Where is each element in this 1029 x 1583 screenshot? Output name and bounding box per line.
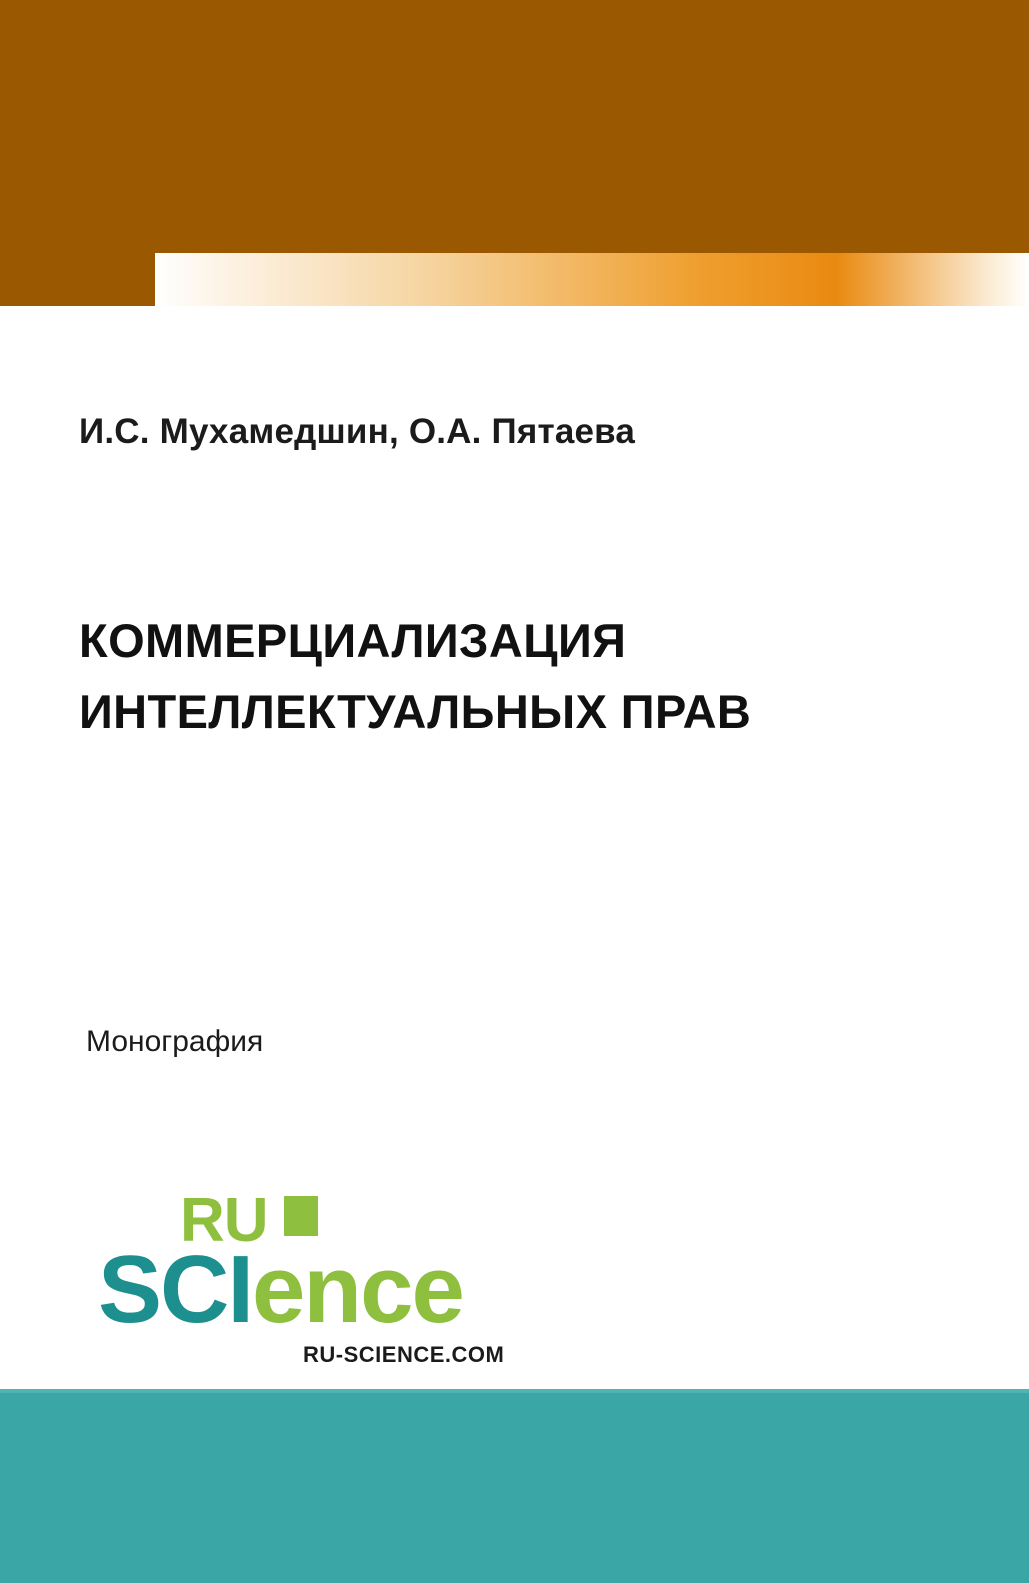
logo-square-icon — [284, 1196, 318, 1236]
publisher-logo — [98, 1186, 518, 1375]
book-subtitle: Монография — [86, 1025, 264, 1058]
bottom-color-band — [0, 1389, 1029, 1583]
bottom-band-highlight — [0, 1389, 1029, 1393]
top-color-band — [0, 0, 1029, 306]
logo-ence-text: ence — [252, 1236, 463, 1343]
logo-ru-text: RU — [180, 1186, 268, 1255]
book-title-line-1: КОММЕРЦИАЛИЗАЦИЯ — [79, 614, 627, 667]
book-title-line-2: ИНТЕЛЛЕКТУАЛЬНЫХ ПРАВ — [79, 685, 752, 739]
logo-sci-text: SCI — [98, 1236, 253, 1343]
book-title — [79, 605, 939, 748]
logo-science-wordmark — [98, 1236, 463, 1343]
publisher-url: RU-SCIENCE.COM — [303, 1342, 505, 1367]
author-names: И.С. Мухамедшин, О.А. Пятаева — [79, 412, 636, 451]
top-band-gradient-stripe — [155, 253, 1029, 306]
